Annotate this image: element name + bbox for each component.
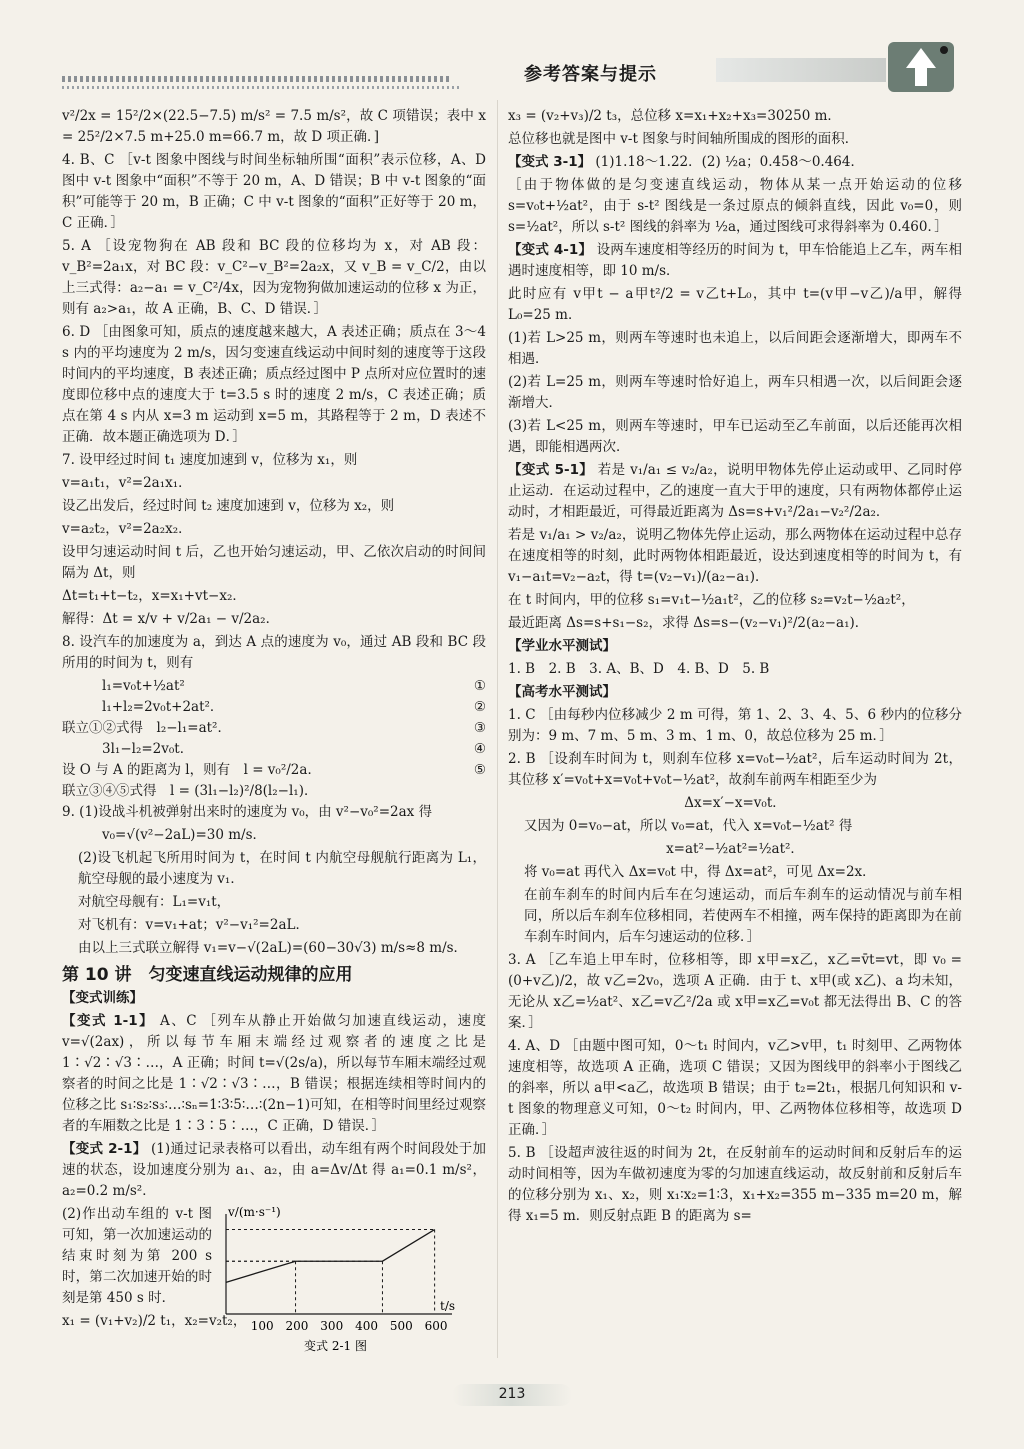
section-heading: 【变式训练】 [62, 990, 143, 1006]
exam-answer-2-text3: 在前车刹车的时间内后车在匀速运动，而后车刹车的运动情况与前车相同，所以后车刹车位移相同，若使两车不相撞，两车保持的距离即为在前车刹车时间内，后车匀速运动的位移．］ [524, 887, 962, 945]
variant-text: (1)通过记录表格可以看出，动车组有两个时间段处于加速的状态，设加速度分别为 a₁、a₂，由 a=Δv/Δt 得 a₁=0.1 m/s²，a₂=0.2 m/s²． [62, 1141, 487, 1199]
x-tick-label: 500 [389, 1319, 413, 1333]
variant-text: 设两车速度相等经历的时间为 t，甲车恰能追上乙车，两车相遇时速度相等，即 10 m/s． [508, 242, 963, 279]
equation-lead: 联立①②式得 [62, 720, 143, 736]
variant-label: 【变式 5-1】 [508, 462, 594, 478]
header-dotted-rule-secondary [62, 86, 462, 89]
answer-8: 8. 设汽车的加速度为 a，到达 A 点的速度为 v₀，通过 AB 段和 BC 段所用的时间为 t，则有 [62, 634, 486, 671]
right-column [508, 106, 962, 1229]
exam-answer-2-text2: 将 v₀=at 再代入 Δx=v₀t 中，得 Δx=at²，可见 Δx=2x． [524, 864, 876, 880]
variant-2-1-eq: x₁ = (v₁+v₂)/2 t₁，x₂=v₂t₂， [62, 1313, 247, 1329]
variant-5-1-disp: 在 t 时间内，甲的位移 s₁=v₁t−½a₁t²，乙的位移 s₂=v₂t−½a₂t²， [508, 592, 915, 608]
answer-7-eq1: v=a₁t₁，v²=2a₁x₁． [62, 475, 192, 491]
x-tick-label: 100 [250, 1319, 274, 1333]
velocity-line [226, 1230, 435, 1283]
header-band [716, 58, 886, 82]
equation-row [62, 781, 486, 802]
x-tick-label: 200 [285, 1319, 309, 1333]
answer-7-eq3: Δt=t₁+t−t₂，x=x₁+vt−x₂． [62, 588, 246, 604]
equation-row [62, 718, 486, 739]
x-tick-label: 300 [320, 1319, 344, 1333]
variant-3-1-explain: ［由于物体做的是匀变速直线运动，物体从某一点开始运动的位移 s=v₀t+½at²，由于 s-t² 图线是一条过原点的倾斜直线，因此 v₀=0，则 s=½at²，所以 s-t² 图线的斜率为 ½a，通过图线可求得斜率为 0.460．］ [508, 177, 962, 235]
variant-4-1-case2: (2)若 L=25 m，则两车等速时恰好追上，两车只相遇一次，以后间距会逐渐增大． [508, 374, 962, 411]
variant-4-1-case1: (1)若 L>25 m，则两车等速时也未追上，以后间距会逐渐增大，即两车不相遇． [508, 330, 962, 367]
column-divider [497, 100, 498, 1358]
academic-test-answers: 1. B 2. B 3. A、B、D 4. B、D 5. B [508, 661, 770, 677]
equation-lead: 设 O 与 A 的距离为 l，则有 [62, 762, 231, 778]
variant-label: 【变式 2-1】 [62, 1141, 147, 1157]
variant-4-1-eq: 此时应有 v甲t − a甲t²/2 = v乙t+L₀，其中 t=(v甲−v乙)/a甲，解得 L₀=25 m． [508, 286, 962, 323]
variant-2-1-note: 总位移也就是图中 v-t 图象与时间轴所围成的图形的面积． [508, 131, 859, 147]
exam-answer-5: 5. B ［设超声波往返的时间为 2t，在反射前车的运动时间和反射后车的运动时间相等，因为车做初速度为零的匀加速直线运动，故反射前和反射后车的位移分别为 x₁、x₂，则 x₁∶x₂=1∶3，x₁+x₂=355 m−335 m=20 m，解得 x₁=5 m．则反射点距 B 的距离为 s= [508, 1145, 962, 1224]
chart-xlabel: t/s [440, 1299, 456, 1313]
answer-7: 7. 设甲经过时间 t₁ 速度加速到 v，位移为 x₁，则 [62, 452, 358, 468]
equation-number: ① [473, 678, 486, 694]
variant-text: A、C ［列车从静止开始做匀加速直线运动，速度 v=√(2ax)，所以每节车厢末端经过观察者的速度之比是 1∶√2∶√3∶…，A 正确；时间 t=√(2s/a)，所以每节车厢末端经过观察者的时间之比是 1∶√2∶√3∶…，B 错误；根据连续相等时间内的位移之比 s₁∶s₂∶s₃∶…∶sₙ=1∶3∶5∶…∶(2n−1)可知，在相等时间里经过观察者的车厢数之比是 1∶3∶5∶…，C 正确，D 错误．］ [62, 1013, 486, 1134]
answer-4: 4. B、C ［v-t 图象中图线与时间坐标轴所围“面积”表示位移，A、D 图中 v-t 图象中“面积”不等于 20 m，A、D 错误；B 中 v-t 图象的“面积”可能等于 20 m，B 正确；C 中 v-t 图象的“面积”正好等于 20 m，C 正确．］ [62, 152, 486, 231]
answer-6: 6. D ［由图象可知，质点的速度越来越大，A 表述正确；质点在 3～4 s 内的平均速度为 2 m/s，因匀变速直线运动中间时刻的速度等于这段时间内的平均速度，B 表述正确；质点经过图中 P 点所对应位置时的速度即位移中点的速度大于 t=3.5 s 时的速度 2 m/s，C 表述正确；质点在第 4 s 内从 x=3 m 运动到 x=5 m，其路程等于 2 m，D 表述不正确．故本题正确选项为 D．］ [62, 324, 486, 445]
variant-4-1-case3: (3)若 L<25 m，则两车等速时，甲车已运动至乙车前面，以后还能再次相遇，即能相遇两次． [508, 418, 962, 455]
answer-7-solution: 解得：Δt = x/v + v/2a₁ − v/2a₂． [62, 611, 280, 627]
answer-9-eq: v₀=√(v²−2aL)=30 m/s． [102, 827, 266, 843]
equation-number: ② [473, 699, 486, 715]
book-logo-icon [888, 42, 954, 92]
page-title: 参考答案与提示 [524, 64, 657, 85]
exam-answer-3: 3. A ［乙车追上甲车时，位移相等，即 x甲=x乙，x乙=v̄t=vt，即 v₀ = (0+v乙)/2，故 v乙=2v₀，选项 A 正确．由于 t、x甲(或 x乙)、a 均未知，无论从 x乙=½at²、x乙=v乙²/2a 或 x甲=x乙=v₀t 都无法得出 B、C 的答案．］ [508, 952, 962, 1031]
equation: 3l₁−l₂=2v₀t． [102, 741, 194, 757]
equation: l₁=v₀t+½at² [102, 678, 185, 694]
vt-chart [214, 1204, 464, 1356]
equation-row [62, 760, 486, 781]
answer-9: 9. (1)设战斗机被弹射出来时的速度为 v₀，由 v²−v₀²=2ax 得 [62, 804, 433, 820]
equation-row [62, 676, 486, 697]
section-heading: 【高考水平测试】 [508, 684, 616, 700]
variant-2-1-total: x₃ = (v₂+v₃)/2 t₃，总位移 x=x₁+x₂+x₃=30250 m． [508, 108, 841, 124]
equation-number: ⑤ [473, 762, 486, 778]
variant-4-1 [508, 240, 962, 282]
answer-9-eq3: 对飞机有：v=v₁+at；v²−v₁²=2aL． [78, 917, 309, 933]
variant-5-1-case2: 若是 v₁/a₁ > v₂/a₂，说明乙物体先停止运动，那么两物体在运动过程中总存在速度相等的时刻，此时两物体相距最近，设达到速度相等的时间为 t，有 v₁−a₁t=v₂−a₂t，得 t=(v₂−v₁)/(a₂−a₁)． [508, 527, 962, 585]
exam-answer-1: 1. C ［由每秒内位移减少 2 m 可得，第 1、2、3、4、5、6 秒内的位移分别为：9 m、7 m、5 m、3 m、1 m、0，故总位移为 25 m．］ [508, 707, 962, 744]
answer-9-result: 由以上三式联立解得 v₁=v−√(2aL)=(60−30√3) m/s≈8 m/s． [78, 940, 468, 956]
exam-answer-4: 4. A、D ［由题中图可知，0～t₁ 时间内，v乙>v甲，t₁ 时刻甲、乙两物体速度相等，故选项 A 正确，选项 C 错误；又因为图线甲的斜率小于图线乙的斜率，所以 a甲<a乙，故选项 B 错误；由于 t₂=2t₁，根据几何知识和 v-t 图象的物理意义可知，0～t₂ 时间内，甲、乙两物体位移相等，故选项 D 正确．］ [508, 1038, 962, 1138]
answer-9-part2: (2)设飞机起飞所用时间为 t，在时间 t 内航空母舰航行距离为 L₁，航空母舰的最小速度为 v₁． [78, 850, 486, 887]
equation-lead: 联立③④⑤式得 [62, 783, 157, 799]
chart-ylabel: v/(m·s⁻¹) [228, 1205, 281, 1219]
variant-5-1-result: 最近距离 Δs=s+s₁−s₂，求得 Δs=s−(v₂−v₁)²/2(a₂−a₁)． [508, 615, 869, 631]
exam-answer-2: 2. B ［设刹车时间为 t，则刹车位移 x=v₀t−½at²，后车运动时间为 2t，其位移 x′=v₀t+x=v₀t+v₀t−½at²，故刹车前两车相距至少为 [508, 751, 962, 788]
variant-5-1 [508, 460, 962, 523]
variant-label: 【变式 4-1】 [508, 242, 593, 258]
equation-row [62, 697, 486, 718]
variant-label: 【变式 3-1】 [508, 154, 592, 170]
equation-number: ③ [473, 720, 486, 736]
variant-1-1 [62, 1011, 486, 1137]
variant-label: 【变式 1-1】 [62, 1013, 155, 1029]
section-heading: 【学业水平测试】 [508, 638, 616, 654]
exam-answer-2-eq1: Δx=x′−x=v₀t． [684, 795, 786, 811]
variant-text: 若是 v₁/a₁ ≤ v₂/a₂，说明甲物体先停止运动或甲、乙同时停止运动．在运动过程中，乙的速度一直大于甲的速度，只有两物体都停止运动时，才相距最近，可得最近距离为 Δs=s+v₁²/2a₁−v₂²/2a₂． [508, 462, 962, 520]
equation-row [62, 739, 486, 760]
x-tick-label: 600 [424, 1319, 448, 1333]
variant-3-1 [508, 152, 962, 173]
answer-9-eq2: 对航空母舰有：L₁=v₁t， [78, 894, 231, 910]
equation-number: ④ [473, 741, 486, 757]
exam-answer-2-text: 又因为 0=v₀−at，所以 v₀=at，代入 x=v₀t−½at² 得 [524, 818, 853, 834]
exam-answer-2-eq2: x=at²−½at²=½at²． [666, 841, 804, 857]
answer-7-text: 设乙出发后，经过时间 t₂ 速度加速到 v，位移为 x₂，则 [62, 498, 395, 514]
page-number: 213 [498, 1386, 526, 1402]
equation: l₁+l₂=2v₀t+2at²． [102, 699, 224, 715]
answer-7-eq2: v=a₂t₂，v²=2a₂x₂． [62, 521, 192, 537]
x-tick-label: 400 [355, 1319, 378, 1333]
lesson-heading: 第 10 讲 匀变速直线运动规律的应用 [62, 965, 353, 985]
header-dotted-rule [62, 76, 452, 82]
equation: l = v₀²/2a． [243, 762, 321, 778]
variant-2-1 [62, 1139, 486, 1202]
chart-title: 变式 2-1 图 [304, 1339, 367, 1353]
answer-3-tail: v²/2x = 15²/2×(22.5−7.5) m/s² = 7.5 m/s²，故 C 项错误；表中 x = 25²/2×7.5 m+25.0 m=66.7 m，故 D 项正确．] [62, 108, 486, 145]
answer-5: 5. A ［设宠物狗在 AB 段和 BC 段的位移均为 x，对 AB 段：v_B²=2a₁x，对 BC 段：v_C²−v_B²=2a₂x，又 v_B = v_C/2，由以上三式得：a₂−a₁ = v_C²/4x，因为宠物狗做加速运动的位移 x 为正，则有 a₂>a₁，故 A 正确，B、C、D 错误．］ [62, 238, 486, 317]
left-column [62, 106, 486, 1334]
variant-text: (1)1.18～1.22．(2) ½a；0.458～0.464． [595, 154, 864, 170]
answer-7-text2: 设甲匀速运动时间 t 后，乙也开始匀速运动，甲、乙依次启动的时间间隔为 Δt，则 [62, 544, 486, 581]
equation: l = (3l₁−l₂)²/8(l₂−l₁)． [170, 783, 318, 799]
equation: l₂−l₁=at²． [156, 720, 231, 736]
variant-2-1-part2: (2)作出动车组的 v-t 图可知，第一次加速运动的结束时刻为第 200 s 时，第二次加速开始的时刻是第 450 s 时． [62, 1206, 212, 1306]
